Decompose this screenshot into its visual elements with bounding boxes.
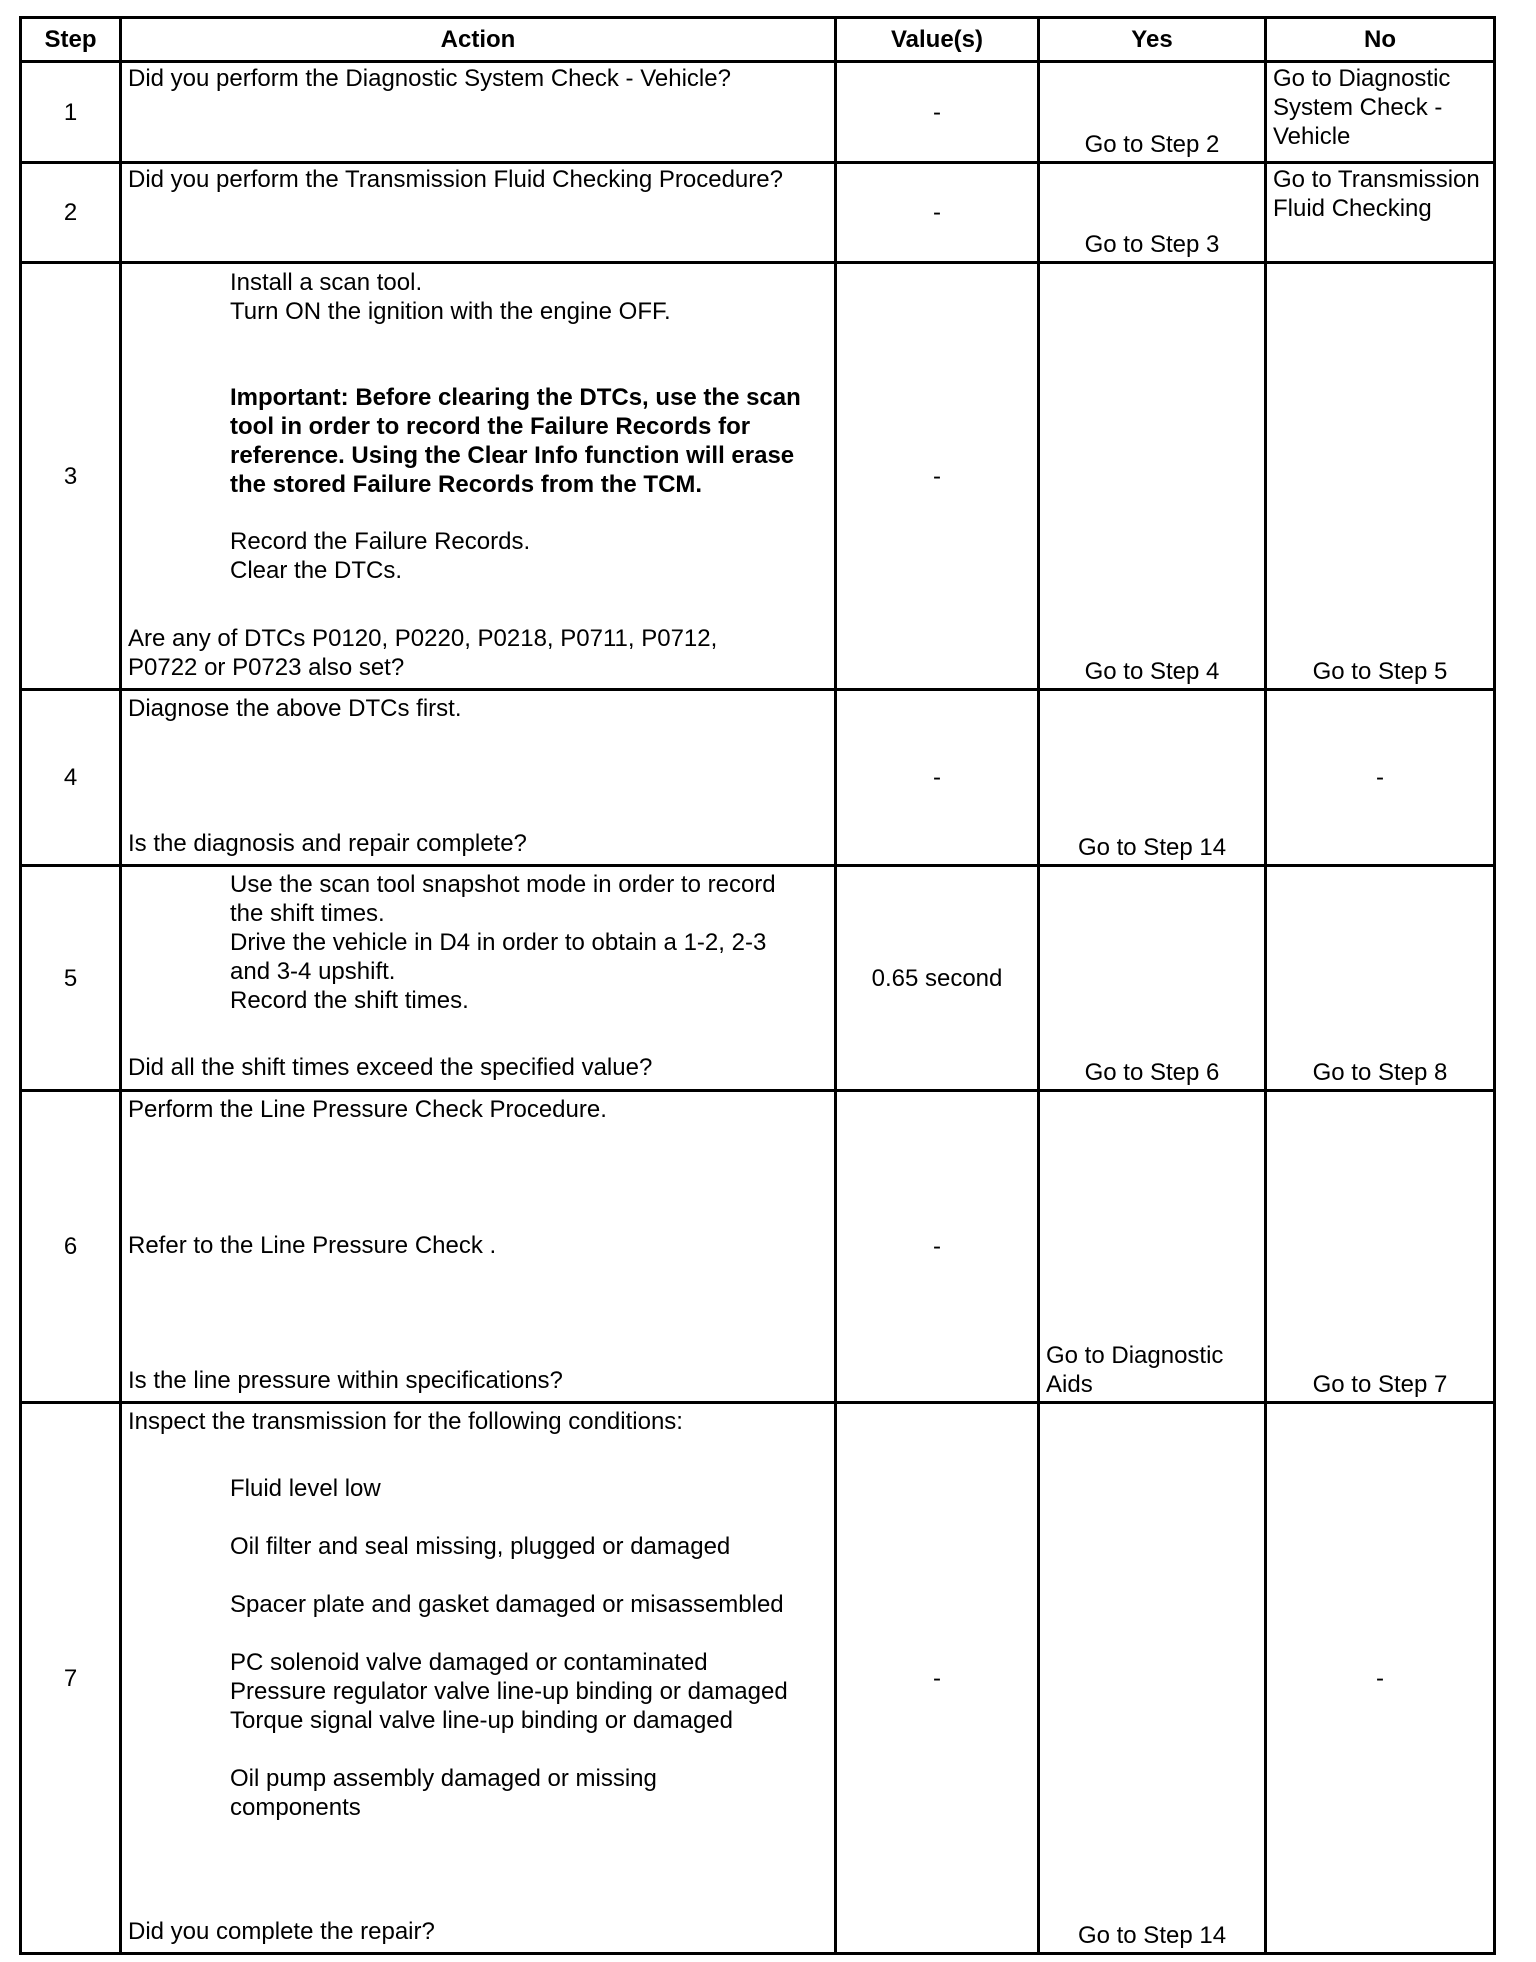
important-note: Important: Before clearing the DTCs, use the scan tool in order to record the Failure Records for reference. Using the Clear Info function will erase the stored Failure Records from the TCM. bbox=[230, 384, 801, 498]
header-row bbox=[21, 18, 1495, 62]
table-row bbox=[21, 866, 1495, 1091]
no-cell: - bbox=[1266, 1403, 1495, 1954]
condition-item: PC solenoid valve damaged or contaminated bbox=[230, 1649, 708, 1676]
yes-link[interactable]: Go to Step 2 bbox=[1084, 131, 1220, 158]
action-step-line: Refer to the Line Pressure Check . bbox=[128, 1232, 497, 1259]
action-cell bbox=[121, 62, 836, 163]
yes-cell bbox=[1039, 690, 1266, 866]
value-cell: - bbox=[836, 163, 1039, 263]
no-link[interactable]: Go to Step 5 bbox=[1312, 658, 1448, 685]
no-cell bbox=[1266, 263, 1495, 690]
action-step-line: Record the shift times. bbox=[230, 987, 469, 1014]
action-question: Did you complete the repair? bbox=[128, 1918, 435, 1945]
condition-item: Spacer plate and gasket damaged or misassembled bbox=[230, 1591, 784, 1618]
header-action: Action bbox=[121, 18, 836, 62]
action-step-line: Inspect the transmission for the following conditions: bbox=[128, 1408, 683, 1435]
header-step: Step bbox=[21, 18, 121, 62]
no-cell bbox=[1266, 866, 1495, 1091]
step-number: 3 bbox=[21, 263, 121, 690]
no-cell bbox=[1266, 62, 1495, 163]
no-link[interactable]: Go to Step 7 bbox=[1312, 1371, 1448, 1398]
action-cell bbox=[121, 163, 836, 263]
action-question: Did you perform the Diagnostic System Check - Vehicle? bbox=[128, 65, 731, 92]
step-number: 2 bbox=[21, 163, 121, 263]
header-values: Value(s) bbox=[836, 18, 1039, 62]
value-cell: 0.65 second bbox=[836, 866, 1039, 1091]
condition-item: Torque signal valve line-up binding or damaged bbox=[230, 1707, 733, 1734]
value-cell: - bbox=[836, 1403, 1039, 1954]
value-cell: - bbox=[836, 690, 1039, 866]
condition-item: Fluid level low bbox=[230, 1475, 381, 1502]
yes-link[interactable]: Go to Step 6 bbox=[1084, 1059, 1220, 1086]
action-step-line: Drive the vehicle in D4 in order to obtain a 1-2, 2-3 and 3-4 upshift. bbox=[230, 929, 767, 985]
yes-link[interactable]: Go to Diagnostic Aids bbox=[1046, 1342, 1224, 1398]
action-question: Did you perform the Transmission Fluid Checking Procedure? bbox=[128, 166, 783, 193]
header-yes: Yes bbox=[1039, 18, 1266, 62]
table-row bbox=[21, 690, 1495, 866]
diagnostic-table bbox=[19, 16, 1496, 1955]
action-cell bbox=[121, 866, 836, 1091]
action-step-line: Record the Failure Records. bbox=[230, 528, 531, 555]
action-step-line: Diagnose the above DTCs first. bbox=[128, 695, 462, 722]
table-row bbox=[21, 163, 1495, 263]
condition-item: Oil filter and seal missing, plugged or damaged bbox=[230, 1533, 731, 1560]
yes-link[interactable]: Go to Step 14 bbox=[1077, 1922, 1227, 1949]
action-question: Is the diagnosis and repair complete? bbox=[128, 830, 527, 857]
action-cell bbox=[121, 1091, 836, 1403]
step-number: 4 bbox=[21, 690, 121, 866]
value-cell: - bbox=[836, 1091, 1039, 1403]
yes-cell bbox=[1039, 163, 1266, 263]
action-question: Did all the shift times exceed the specified value? bbox=[128, 1054, 653, 1081]
action-question: Is the line pressure within specifications? bbox=[128, 1367, 563, 1394]
yes-cell bbox=[1039, 1091, 1266, 1403]
table-row bbox=[21, 1403, 1495, 1954]
yes-cell bbox=[1039, 62, 1266, 163]
header-no: No bbox=[1266, 18, 1495, 62]
yes-cell bbox=[1039, 1403, 1266, 1954]
action-cell bbox=[121, 263, 836, 690]
step-number: 1 bbox=[21, 62, 121, 163]
yes-cell bbox=[1039, 866, 1266, 1091]
action-cell bbox=[121, 1403, 836, 1954]
yes-link[interactable]: Go to Step 4 bbox=[1084, 658, 1220, 685]
action-step-line: Clear the DTCs. bbox=[230, 557, 403, 584]
step-number: 7 bbox=[21, 1403, 121, 1954]
step-number: 6 bbox=[21, 1091, 121, 1403]
no-cell bbox=[1266, 1091, 1495, 1403]
action-step-line: Perform the Line Pressure Check Procedure. bbox=[128, 1096, 607, 1123]
condition-item: Oil pump assembly damaged or missing components bbox=[230, 1765, 657, 1821]
table-row bbox=[21, 1091, 1495, 1403]
yes-link[interactable]: Go to Step 14 bbox=[1077, 834, 1227, 861]
yes-cell bbox=[1039, 263, 1266, 690]
condition-item: Pressure regulator valve line-up binding or damaged bbox=[230, 1678, 788, 1705]
action-question: Are any of DTCs P0120, P0220, P0218, P0711, P0712, P0722 or P0723 also set? bbox=[128, 625, 718, 681]
table-row bbox=[21, 62, 1495, 163]
no-link[interactable]: Go to Diagnostic System Check - Vehicle bbox=[1273, 65, 1451, 150]
value-cell: - bbox=[836, 62, 1039, 163]
action-step-line: Install a scan tool. bbox=[230, 269, 423, 296]
no-link[interactable]: Go to Step 8 bbox=[1312, 1059, 1448, 1086]
value-cell: - bbox=[836, 263, 1039, 690]
table-row bbox=[21, 263, 1495, 690]
no-link[interactable]: Go to Transmission Fluid Checking bbox=[1273, 166, 1480, 222]
action-cell bbox=[121, 690, 836, 866]
step-number: 5 bbox=[21, 866, 121, 1091]
action-step-line: Use the scan tool snapshot mode in order to record the shift times. bbox=[230, 871, 776, 927]
yes-link[interactable]: Go to Step 3 bbox=[1084, 231, 1220, 258]
no-cell bbox=[1266, 163, 1495, 263]
action-step-line: Turn ON the ignition with the engine OFF. bbox=[230, 298, 671, 325]
no-cell: - bbox=[1266, 690, 1495, 866]
